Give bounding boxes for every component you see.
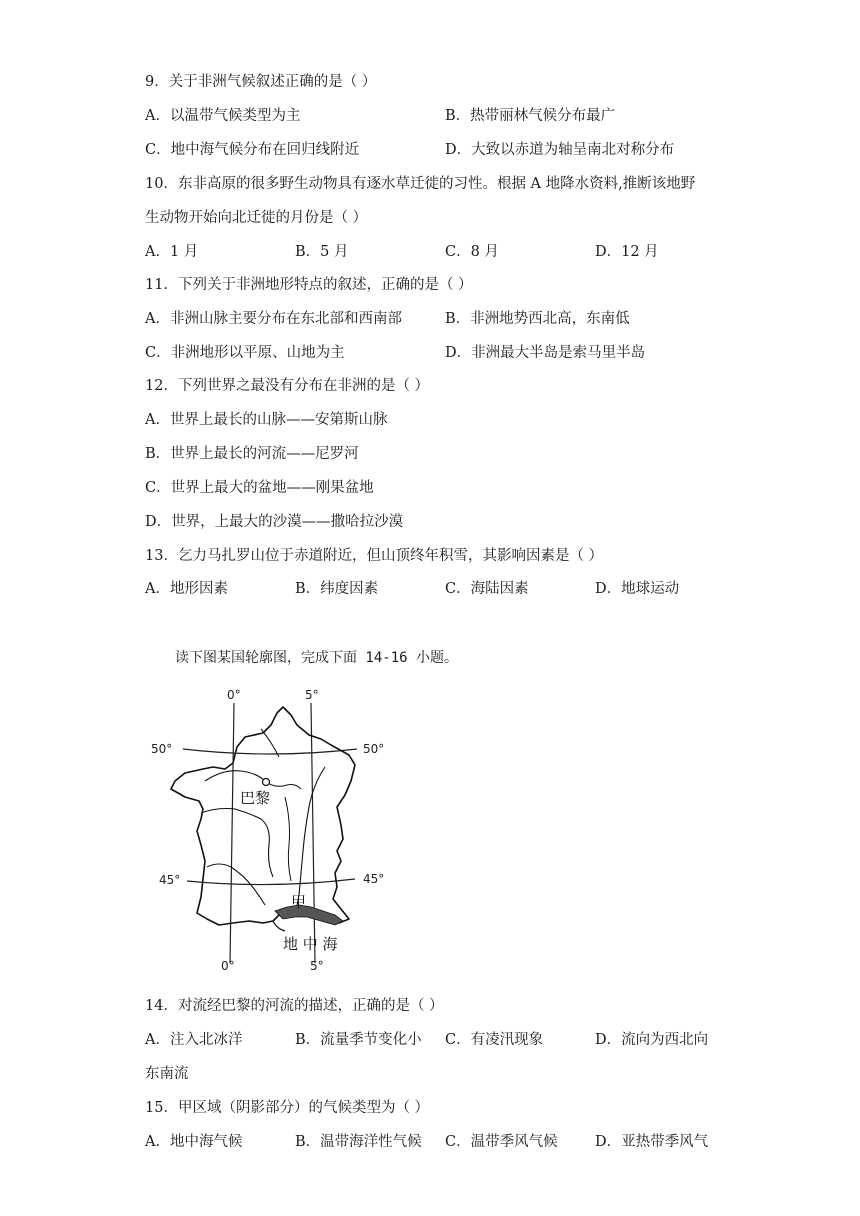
- lat-label-50-right: 50°: [363, 742, 385, 756]
- question-13-stem: 13．乞力马扎罗山位于赤道附近，但山顶终年积雪，其影响因素是（ ）: [145, 548, 604, 564]
- question-13-option-a: A．地形因素: [145, 581, 228, 597]
- question-11-option-c: C．非洲地形以平原、山地为主: [145, 345, 345, 361]
- question-9-option-c: C．地中海气候分布在回归线附近: [145, 142, 360, 158]
- sea-label: 地 中 海: [283, 935, 338, 953]
- question-14-option-a: A．注入北冰洋: [145, 1032, 243, 1048]
- question-14-option-c: C．有凌汛现象: [445, 1032, 544, 1048]
- lon-label-5-top: 5°: [305, 688, 319, 702]
- question-12-option-b: B．世界上最长的河流——尼罗河: [145, 446, 359, 462]
- question-11-option-d: D．非洲最大半岛是索马里半岛: [445, 345, 646, 361]
- question-11-stem: 11．下列关于非洲地形特点的叙述，正确的是（ ）: [145, 277, 473, 293]
- lon-label-0-bottom: 0°: [221, 959, 235, 973]
- question-15-stem: 15．甲区域（阴影部分）的气候类型为（ ）: [145, 1100, 430, 1116]
- river-seine: [205, 771, 301, 789]
- question-9-stem: 9．关于非洲气候叙述正确的是（ ）: [145, 74, 377, 90]
- question-13-option-c: C．海陆因素: [445, 581, 529, 597]
- lon-label-0-top: 0°: [227, 688, 241, 702]
- region-jia-label: 甲: [291, 893, 307, 911]
- question-10-option-b: B．5 月: [295, 244, 349, 260]
- river-tributary: [285, 797, 291, 881]
- question-10-stem-line2: 生动物开始向北迁徙的月份是（ ）: [145, 210, 368, 226]
- question-9-option-b: B．热带丽林气候分布最广: [445, 108, 616, 124]
- question-11-option-a: A．非洲山脉主要分布在东北部和西南部: [145, 311, 402, 327]
- question-13-option-b: B．纬度因素: [295, 581, 379, 597]
- question-10-option-a: A．1 月: [145, 244, 199, 260]
- lat-label-50-left: 50°: [151, 742, 173, 756]
- river-rhone: [295, 767, 325, 913]
- question-14-stem: 14．对流经巴黎的河流的描述，正确的是（ ）: [145, 998, 444, 1014]
- parallel-50: [183, 749, 357, 754]
- question-15-option-b: B．温带海洋性气候: [295, 1134, 422, 1150]
- question-12-option-a: A．世界上最长的山脉——安第斯山脉: [145, 412, 388, 428]
- meridian-5: [311, 703, 315, 963]
- lat-label-45-right: 45°: [363, 872, 385, 886]
- question-15-option-a: A．地中海气候: [145, 1134, 243, 1150]
- lat-label-45-left: 45°: [159, 873, 181, 887]
- parallel-45: [187, 879, 355, 885]
- coast-fragment: [273, 921, 285, 931]
- question-14-option-d-wrap: 东南流: [145, 1066, 189, 1082]
- country-outline: [171, 707, 355, 925]
- question-12-stem: 12．下列世界之最没有分布在非洲的是（ ）: [145, 378, 430, 394]
- question-14-option-d: D．流向为西北向: [595, 1032, 709, 1048]
- question-12-option-c: C．世界上最大的盆地——刚果盆地: [145, 480, 374, 496]
- question-15-option-d: D．亚热带季风气: [595, 1134, 709, 1150]
- country-outline-map: [145, 685, 395, 975]
- question-10-option-c: C．8 月: [445, 244, 499, 260]
- paris-dot: [263, 779, 270, 786]
- question-11-option-b: B．非洲地势西北高，东南低: [445, 311, 630, 327]
- question-14-option-b: B．流量季节变化小: [295, 1032, 422, 1048]
- question-9-option-d: D．大致以赤道为轴呈南北对称分布: [445, 142, 675, 158]
- question-9-option-a: A．以温带气候类型为主: [145, 108, 301, 124]
- question-10-option-d: D．12 月: [595, 244, 659, 260]
- question-12-option-d: D．世界，上最大的沙漠——撒哈拉沙漠: [145, 514, 404, 530]
- river-loire: [201, 809, 273, 878]
- question-10-stem-line1: 10．东非高原的很多野生动物具有逐水草迁徙的习性。根据 A 地降水资料,推断该地野: [145, 176, 696, 192]
- lon-label-5-bottom: 5°: [310, 959, 324, 973]
- question-13-option-d: D．地球运动: [595, 581, 680, 597]
- paris-label: 巴黎: [240, 789, 271, 807]
- question-15-option-c: C．温带季风气候: [445, 1134, 558, 1150]
- map-intro: 读下图某国轮廓图，完成下面 14-16 小题。: [175, 650, 458, 666]
- region-jia-shading: [275, 905, 343, 925]
